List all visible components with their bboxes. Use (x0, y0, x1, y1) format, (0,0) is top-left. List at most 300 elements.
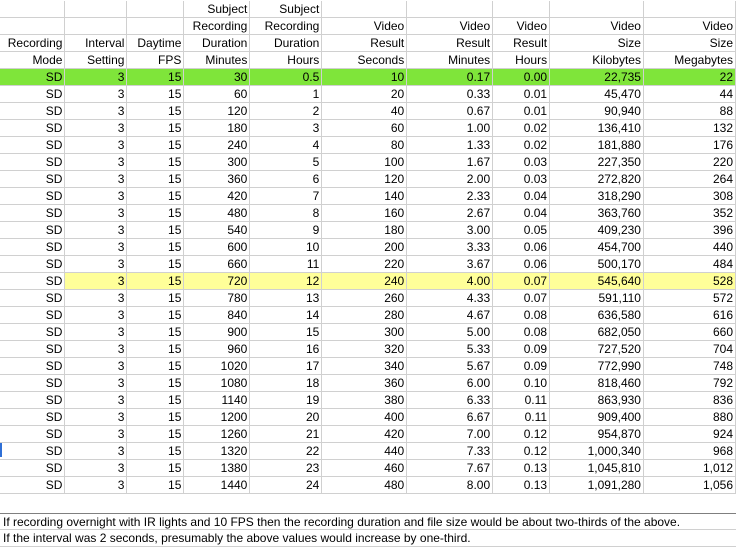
data-cell[interactable]: 3 (250, 120, 322, 137)
data-cell[interactable]: 660 (184, 256, 250, 273)
data-cell[interactable]: 0.33 (407, 86, 493, 103)
data-cell[interactable]: 15 (127, 443, 184, 460)
data-cell[interactable]: 176 (643, 137, 735, 154)
data-cell[interactable]: 15 (127, 154, 184, 171)
data-cell[interactable]: SD (0, 171, 65, 188)
data-cell[interactable]: 132 (643, 120, 735, 137)
data-cell[interactable]: 396 (643, 222, 735, 239)
data-cell[interactable]: 20 (250, 409, 322, 426)
data-cell[interactable]: 22 (643, 69, 735, 86)
data-cell[interactable]: 0.13 (493, 460, 550, 477)
data-cell[interactable]: 15 (127, 256, 184, 273)
header-cell[interactable]: Daytime (127, 35, 184, 52)
data-cell[interactable]: 7.33 (407, 443, 493, 460)
data-cell[interactable]: 4.67 (407, 307, 493, 324)
data-cell[interactable]: 3 (65, 443, 127, 460)
data-cell[interactable]: SD (0, 426, 65, 443)
data-cell[interactable]: 0.00 (493, 69, 550, 86)
data-cell[interactable]: 792 (643, 375, 735, 392)
data-cell[interactable]: 200 (322, 239, 407, 256)
header-cell[interactable]: Duration (184, 35, 250, 52)
data-cell[interactable]: 60 (184, 86, 250, 103)
data-cell[interactable]: 500,170 (550, 256, 644, 273)
data-cell[interactable]: 15 (127, 409, 184, 426)
data-cell[interactable]: 15 (127, 392, 184, 409)
data-cell[interactable]: 3 (65, 188, 127, 205)
data-cell[interactable]: 15 (127, 426, 184, 443)
header-cell[interactable]: Recording (184, 18, 250, 35)
data-cell[interactable]: 80 (322, 137, 407, 154)
data-cell[interactable]: 880 (643, 409, 735, 426)
data-cell[interactable]: 5 (250, 154, 322, 171)
data-cell[interactable]: SD (0, 375, 65, 392)
data-cell[interactable]: 3 (65, 341, 127, 358)
data-cell[interactable]: 15 (127, 69, 184, 86)
data-cell[interactable]: 0.10 (493, 375, 550, 392)
data-cell[interactable]: 3 (65, 409, 127, 426)
data-cell[interactable]: 340 (322, 358, 407, 375)
data-cell[interactable]: 0.07 (493, 273, 550, 290)
data-cell[interactable]: 0.01 (493, 86, 550, 103)
data-cell[interactable]: 100 (322, 154, 407, 171)
data-cell[interactable]: 7 (250, 188, 322, 205)
data-cell[interactable]: 1.00 (407, 120, 493, 137)
data-cell[interactable]: 960 (184, 341, 250, 358)
data-cell[interactable]: 180 (322, 222, 407, 239)
header-cell[interactable]: Setting (65, 52, 127, 69)
data-cell[interactable]: 818,460 (550, 375, 644, 392)
data-cell[interactable]: 0.01 (493, 103, 550, 120)
header-cell[interactable]: Result (407, 35, 493, 52)
data-cell[interactable]: 4 (250, 137, 322, 154)
data-cell[interactable]: 0.09 (493, 341, 550, 358)
data-cell[interactable]: 3.67 (407, 256, 493, 273)
data-cell[interactable]: 7.67 (407, 460, 493, 477)
data-cell[interactable]: 44 (643, 86, 735, 103)
data-cell[interactable]: 3 (65, 290, 127, 307)
data-cell[interactable]: 1140 (184, 392, 250, 409)
data-cell[interactable]: 15 (127, 460, 184, 477)
data-cell[interactable]: 227,350 (550, 154, 644, 171)
data-cell[interactable]: 90,940 (550, 103, 644, 120)
row-selection-marker (0, 443, 2, 457)
data-cell[interactable]: 2.67 (407, 205, 493, 222)
data-cell[interactable]: 0.08 (493, 307, 550, 324)
data-cell[interactable]: 1,056 (643, 477, 735, 494)
data-cell[interactable]: 0.04 (493, 188, 550, 205)
data-cell[interactable]: 260 (322, 290, 407, 307)
table-row (0, 324, 736, 341)
data-cell[interactable]: 18 (250, 375, 322, 392)
data-cell[interactable]: SD (0, 69, 65, 86)
data-cell[interactable]: 22,735 (550, 69, 644, 86)
header-cell[interactable] (65, 18, 127, 35)
data-cell[interactable]: 0.11 (493, 409, 550, 426)
data-cell[interactable]: 0.12 (493, 443, 550, 460)
data-cell[interactable]: 3 (65, 103, 127, 120)
data-cell[interactable]: SD (0, 273, 65, 290)
data-cell[interactable]: 360 (322, 375, 407, 392)
data-cell[interactable]: 840 (184, 307, 250, 324)
data-cell[interactable]: 484 (643, 256, 735, 273)
header-cell[interactable]: Video (322, 18, 407, 35)
header-cell[interactable]: Minutes (407, 52, 493, 69)
header-cell[interactable]: Recording (0, 35, 65, 52)
data-cell[interactable]: 480 (184, 205, 250, 222)
data-cell[interactable]: SD (0, 443, 65, 460)
data-cell[interactable]: 3 (65, 460, 127, 477)
data-cell[interactable]: 600 (184, 239, 250, 256)
data-cell[interactable]: 1260 (184, 426, 250, 443)
data-cell[interactable]: 1,012 (643, 460, 735, 477)
data-cell[interactable]: 180 (184, 120, 250, 137)
data-cell[interactable]: 454,700 (550, 239, 644, 256)
header-row (0, 18, 736, 35)
data-cell[interactable]: 704 (643, 341, 735, 358)
data-cell[interactable]: 15 (127, 375, 184, 392)
data-cell[interactable]: 23 (250, 460, 322, 477)
data-cell[interactable]: 440 (322, 443, 407, 460)
data-cell[interactable]: 660 (643, 324, 735, 341)
data-cell[interactable]: 240 (184, 137, 250, 154)
data-cell[interactable]: 0.02 (493, 137, 550, 154)
data-cell[interactable]: 0.5 (250, 69, 322, 86)
data-cell[interactable]: SD (0, 137, 65, 154)
data-cell[interactable]: 120 (322, 171, 407, 188)
data-cell[interactable]: 300 (322, 324, 407, 341)
data-cell[interactable]: 13 (250, 290, 322, 307)
header-cell[interactable] (65, 1, 127, 18)
header-cell[interactable]: Hours (250, 52, 322, 69)
data-cell[interactable]: 4.00 (407, 273, 493, 290)
data-cell[interactable]: 3 (65, 171, 127, 188)
data-cell[interactable]: SD (0, 324, 65, 341)
data-cell[interactable]: 3 (65, 86, 127, 103)
data-cell[interactable]: 8.00 (407, 477, 493, 494)
data-cell[interactable]: 3 (65, 273, 127, 290)
data-cell[interactable]: 400 (322, 409, 407, 426)
data-cell[interactable]: 17 (250, 358, 322, 375)
data-cell[interactable]: 15 (127, 137, 184, 154)
data-cell[interactable]: 6 (250, 171, 322, 188)
header-cell[interactable]: Video (643, 18, 735, 35)
header-cell[interactable]: Seconds (322, 52, 407, 69)
header-cell[interactable]: Video (407, 18, 493, 35)
data-cell[interactable]: 0.02 (493, 120, 550, 137)
data-cell[interactable]: 240 (322, 273, 407, 290)
data-cell[interactable]: 682,050 (550, 324, 644, 341)
data-cell[interactable]: 772,990 (550, 358, 644, 375)
data-cell[interactable]: 909,400 (550, 409, 644, 426)
header-cell[interactable]: Result (493, 35, 550, 52)
data-cell[interactable]: 420 (322, 426, 407, 443)
data-cell[interactable]: 5.33 (407, 341, 493, 358)
note-cell[interactable]: If the interval was 2 seconds, presumably the above values would increase by one-third. (0, 530, 736, 547)
data-cell[interactable]: 1380 (184, 460, 250, 477)
data-cell[interactable]: 15 (127, 477, 184, 494)
data-cell[interactable]: 15 (127, 358, 184, 375)
data-cell[interactable]: 0.17 (407, 69, 493, 86)
data-cell[interactable]: 12 (250, 273, 322, 290)
header-cell[interactable]: Video (550, 18, 644, 35)
header-cell[interactable]: Megabytes (643, 52, 735, 69)
data-cell[interactable]: 540 (184, 222, 250, 239)
data-cell[interactable]: 15 (127, 290, 184, 307)
data-cell[interactable]: 0.06 (493, 256, 550, 273)
data-cell[interactable]: 300 (184, 154, 250, 171)
data-cell[interactable]: 1,045,810 (550, 460, 644, 477)
data-cell[interactable]: 3.33 (407, 239, 493, 256)
header-cell[interactable] (127, 18, 184, 35)
data-cell[interactable]: 2.00 (407, 171, 493, 188)
header-cell[interactable] (322, 1, 407, 18)
data-cell[interactable]: 0.12 (493, 426, 550, 443)
data-cell[interactable]: 14 (250, 307, 322, 324)
header-cell[interactable]: Mode (0, 52, 65, 69)
data-cell[interactable]: SD (0, 205, 65, 222)
data-cell[interactable]: 0.13 (493, 477, 550, 494)
data-cell[interactable]: 363,760 (550, 205, 644, 222)
data-cell[interactable]: 3 (65, 239, 127, 256)
data-cell[interactable]: 352 (643, 205, 735, 222)
header-cell[interactable]: Size (550, 35, 644, 52)
data-cell[interactable]: 10 (250, 239, 322, 256)
data-cell[interactable]: 15 (127, 273, 184, 290)
data-cell[interactable]: SD (0, 256, 65, 273)
data-cell[interactable]: 3.00 (407, 222, 493, 239)
data-cell[interactable]: 15 (250, 324, 322, 341)
data-cell[interactable]: 440 (643, 239, 735, 256)
data-cell[interactable]: 1320 (184, 443, 250, 460)
table-row (0, 307, 736, 324)
data-cell[interactable]: 8 (250, 205, 322, 222)
header-cell[interactable]: Hours (493, 52, 550, 69)
data-cell[interactable]: 7.00 (407, 426, 493, 443)
data-cell[interactable]: 15 (127, 324, 184, 341)
data-cell[interactable]: 3 (65, 256, 127, 273)
data-cell[interactable]: 272,820 (550, 171, 644, 188)
data-cell[interactable]: 320 (322, 341, 407, 358)
data-cell[interactable]: 1440 (184, 477, 250, 494)
data-cell[interactable]: 3 (65, 137, 127, 154)
data-cell[interactable]: 3 (65, 375, 127, 392)
data-cell[interactable]: 10 (322, 69, 407, 86)
header-cell[interactable]: Size (643, 35, 735, 52)
data-cell[interactable]: 2.33 (407, 188, 493, 205)
data-cell[interactable]: SD (0, 154, 65, 171)
data-cell[interactable]: 900 (184, 324, 250, 341)
data-cell[interactable]: 1.33 (407, 137, 493, 154)
data-cell[interactable]: 21 (250, 426, 322, 443)
data-cell[interactable]: SD (0, 460, 65, 477)
data-cell[interactable]: 60 (322, 120, 407, 137)
data-cell[interactable]: SD (0, 341, 65, 358)
header-cell[interactable] (407, 1, 493, 18)
data-cell[interactable]: 0.04 (493, 205, 550, 222)
data-cell[interactable]: 1.67 (407, 154, 493, 171)
data-cell[interactable]: 968 (643, 443, 735, 460)
header-cell[interactable]: Subject (250, 1, 322, 18)
data-cell[interactable]: 1,091,280 (550, 477, 644, 494)
data-cell[interactable]: SD (0, 120, 65, 137)
data-cell[interactable]: SD (0, 188, 65, 205)
header-cell[interactable]: Duration (250, 35, 322, 52)
data-cell[interactable]: SD (0, 86, 65, 103)
data-cell[interactable]: SD (0, 222, 65, 239)
data-cell[interactable]: 3 (65, 205, 127, 222)
data-cell[interactable]: 88 (643, 103, 735, 120)
data-cell[interactable]: 572 (643, 290, 735, 307)
data-cell[interactable]: 360 (184, 171, 250, 188)
header-cell[interactable]: Result (322, 35, 407, 52)
data-cell[interactable]: 280 (322, 307, 407, 324)
header-cell[interactable] (127, 1, 184, 18)
data-cell[interactable]: SD (0, 409, 65, 426)
data-cell[interactable]: 45,470 (550, 86, 644, 103)
header-cell[interactable] (643, 1, 735, 18)
data-cell[interactable]: 954,870 (550, 426, 644, 443)
data-cell[interactable]: 0.05 (493, 222, 550, 239)
data-cell[interactable]: 15 (127, 222, 184, 239)
data-cell[interactable]: 15 (127, 103, 184, 120)
header-cell[interactable] (0, 18, 65, 35)
data-cell[interactable]: 0.06 (493, 239, 550, 256)
data-cell[interactable]: 1200 (184, 409, 250, 426)
data-cell[interactable]: 3 (65, 154, 127, 171)
data-cell[interactable]: SD (0, 103, 65, 120)
data-cell[interactable]: 9 (250, 222, 322, 239)
data-cell[interactable]: 545,640 (550, 273, 644, 290)
data-cell[interactable]: 15 (127, 205, 184, 222)
data-cell[interactable]: 15 (127, 86, 184, 103)
table-row (0, 154, 736, 171)
data-cell[interactable]: 30 (184, 69, 250, 86)
data-cell[interactable]: 16 (250, 341, 322, 358)
header-cell[interactable]: Minutes (184, 52, 250, 69)
data-cell[interactable]: 20 (322, 86, 407, 103)
data-cell[interactable]: 6.33 (407, 392, 493, 409)
data-cell[interactable]: 3 (65, 392, 127, 409)
data-cell[interactable]: 591,110 (550, 290, 644, 307)
data-cell[interactable]: 22 (250, 443, 322, 460)
data-cell[interactable]: 15 (127, 341, 184, 358)
header-cell[interactable]: Interval (65, 35, 127, 52)
table-row (0, 426, 736, 443)
data-cell[interactable]: 5.67 (407, 358, 493, 375)
data-cell[interactable]: 3 (65, 222, 127, 239)
data-cell[interactable]: 836 (643, 392, 735, 409)
data-cell[interactable]: 1 (250, 86, 322, 103)
data-cell[interactable]: 380 (322, 392, 407, 409)
data-cell[interactable]: 181,880 (550, 137, 644, 154)
data-cell[interactable]: 3 (65, 477, 127, 494)
data-cell[interactable]: SD (0, 477, 65, 494)
header-cell[interactable]: Kilobytes (550, 52, 644, 69)
data-cell[interactable]: 0.08 (493, 324, 550, 341)
data-cell[interactable]: 220 (322, 256, 407, 273)
data-cell[interactable]: 4.33 (407, 290, 493, 307)
data-cell[interactable]: 6.00 (407, 375, 493, 392)
data-table (0, 1, 736, 494)
data-cell[interactable]: 1,000,340 (550, 443, 644, 460)
data-cell[interactable]: 0.07 (493, 290, 550, 307)
data-cell[interactable]: 15 (127, 307, 184, 324)
data-cell[interactable]: 15 (127, 239, 184, 256)
data-cell[interactable]: 528 (643, 273, 735, 290)
data-cell[interactable]: 0.67 (407, 103, 493, 120)
data-cell[interactable]: 15 (127, 188, 184, 205)
data-cell[interactable]: 120 (184, 103, 250, 120)
data-cell[interactable]: 3 (65, 324, 127, 341)
data-cell[interactable]: 318,290 (550, 188, 644, 205)
data-cell[interactable]: 0.03 (493, 154, 550, 171)
data-cell[interactable]: 1020 (184, 358, 250, 375)
header-cell[interactable] (0, 1, 65, 18)
header-cell[interactable]: FPS (127, 52, 184, 69)
data-cell[interactable]: 140 (322, 188, 407, 205)
data-cell[interactable]: 5.00 (407, 324, 493, 341)
data-cell[interactable]: 15 (127, 171, 184, 188)
data-cell[interactable]: 24 (250, 477, 322, 494)
note-cell[interactable]: If recording overnight with IR lights and 10 FPS then the recording duration and file size would be about two-thirds of the above. (0, 513, 736, 530)
data-cell[interactable]: 2 (250, 103, 322, 120)
data-cell[interactable]: 3 (65, 358, 127, 375)
data-cell[interactable]: 460 (322, 460, 407, 477)
data-cell[interactable]: 3 (65, 426, 127, 443)
data-cell[interactable]: SD (0, 358, 65, 375)
header-cell[interactable] (550, 1, 644, 18)
data-cell[interactable]: 0.03 (493, 171, 550, 188)
data-cell[interactable]: 220 (643, 154, 735, 171)
header-cell[interactable] (493, 1, 550, 18)
data-cell[interactable]: 3 (65, 120, 127, 137)
data-cell[interactable]: 136,410 (550, 120, 644, 137)
table-row (0, 171, 736, 188)
data-cell[interactable]: 780 (184, 290, 250, 307)
data-cell[interactable]: 1080 (184, 375, 250, 392)
data-cell[interactable]: 308 (643, 188, 735, 205)
data-cell[interactable]: SD (0, 290, 65, 307)
data-cell[interactable]: 3 (65, 307, 127, 324)
data-cell[interactable]: 924 (643, 426, 735, 443)
data-cell[interactable]: 160 (322, 205, 407, 222)
header-cell[interactable]: Video (493, 18, 550, 35)
data-cell[interactable]: 0.11 (493, 392, 550, 409)
data-cell[interactable]: 636,580 (550, 307, 644, 324)
data-cell[interactable]: 409,230 (550, 222, 644, 239)
data-cell[interactable]: 6.67 (407, 409, 493, 426)
data-cell[interactable]: 19 (250, 392, 322, 409)
data-cell[interactable]: 264 (643, 171, 735, 188)
data-cell[interactable]: 15 (127, 120, 184, 137)
header-cell[interactable]: Recording (250, 18, 322, 35)
data-cell[interactable]: 727,520 (550, 341, 644, 358)
data-cell[interactable]: 720 (184, 273, 250, 290)
data-cell[interactable]: 863,930 (550, 392, 644, 409)
data-cell[interactable]: 40 (322, 103, 407, 120)
data-cell[interactable]: 11 (250, 256, 322, 273)
data-cell[interactable]: 480 (322, 477, 407, 494)
data-cell[interactable]: SD (0, 239, 65, 256)
data-cell[interactable]: 0.09 (493, 358, 550, 375)
data-cell[interactable]: SD (0, 392, 65, 409)
data-cell[interactable]: SD (0, 307, 65, 324)
data-cell[interactable]: 616 (643, 307, 735, 324)
data-cell[interactable]: 420 (184, 188, 250, 205)
header-cell[interactable]: Subject (184, 1, 250, 18)
data-cell[interactable]: 3 (65, 69, 127, 86)
data-cell[interactable]: 748 (643, 358, 735, 375)
